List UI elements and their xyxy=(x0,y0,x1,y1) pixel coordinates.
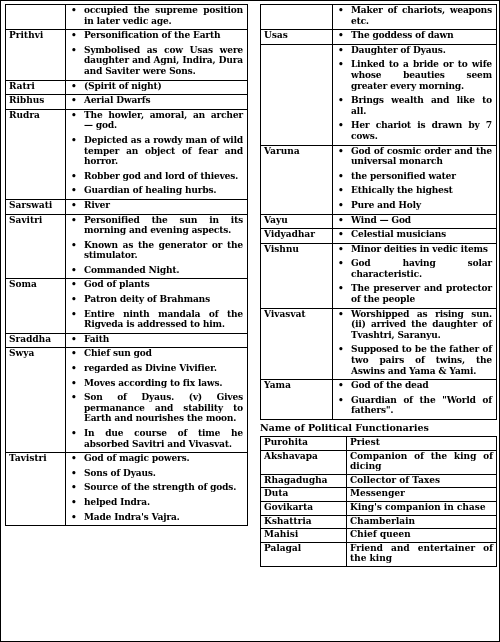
list-item-text: Known as the generator or the stimulator. xyxy=(84,240,243,262)
bullet-icon: • xyxy=(338,345,344,356)
deity-name: Prithvi xyxy=(6,30,66,80)
list-item xyxy=(333,186,492,197)
description-list xyxy=(66,31,243,77)
list-item-text: Daughter of Dyaus. xyxy=(351,45,446,56)
list-item xyxy=(66,46,243,78)
deity-name: Sarswati xyxy=(6,199,66,214)
bullet-icon: • xyxy=(71,334,77,345)
bullet-icon: • xyxy=(338,230,344,241)
table-row xyxy=(261,5,497,30)
list-item-text: Robber god and lord of thieves. xyxy=(84,171,239,182)
bullet-icon: • xyxy=(338,259,344,270)
deity-description xyxy=(66,453,248,526)
bullet-icon: • xyxy=(338,31,344,42)
list-item xyxy=(66,498,243,509)
deity-description xyxy=(66,109,248,199)
bullet-icon: • xyxy=(338,284,344,295)
table-row xyxy=(6,80,248,95)
bullet-icon: • xyxy=(71,364,77,375)
description-list xyxy=(66,96,243,107)
deity-name: Yama xyxy=(261,380,333,420)
bullet-icon: • xyxy=(338,6,344,16)
bullet-icon: • xyxy=(338,121,344,132)
functionary-role: Companion of the king of dicing xyxy=(347,450,497,474)
deity-description xyxy=(333,44,497,145)
list-item xyxy=(66,96,243,107)
deity-name xyxy=(6,5,66,30)
list-item-text: Aerial Dwarfs xyxy=(84,96,151,107)
description-list xyxy=(66,6,243,27)
table-row xyxy=(6,5,248,30)
bullet-icon: • xyxy=(338,215,344,226)
list-item xyxy=(333,31,492,42)
bullet-icon: • xyxy=(71,200,77,211)
description-list xyxy=(333,381,492,417)
description-list xyxy=(66,201,243,212)
list-item-text: Guardian of the "World of fathers". xyxy=(351,395,492,417)
deity-description xyxy=(333,380,497,420)
functionary-title: Duta xyxy=(261,488,347,502)
list-item xyxy=(66,379,243,390)
list-item xyxy=(333,201,492,212)
functionary-role: Friend and entertainer of the king xyxy=(347,542,497,566)
deity-name: Soma xyxy=(6,279,66,333)
table-row xyxy=(6,95,248,110)
bullet-icon: • xyxy=(71,110,77,121)
list-item-text: Faith xyxy=(84,334,110,345)
list-item xyxy=(66,310,243,331)
bullet-icon: • xyxy=(71,96,77,107)
list-item xyxy=(66,454,243,465)
bullet-icon: • xyxy=(71,45,77,56)
list-item xyxy=(333,259,492,280)
list-item xyxy=(66,136,243,168)
list-item xyxy=(66,241,243,262)
list-item xyxy=(66,335,243,346)
deity-name: Ribhus xyxy=(6,95,66,110)
list-item-text: God of plants xyxy=(84,280,150,291)
list-item-text: Supposed to be the father of two pairs of twins, the Aswins and Yama & Yami. xyxy=(351,345,492,377)
bullet-icon: • xyxy=(338,186,344,197)
deity-description xyxy=(333,308,497,380)
functionary-title: Purohita xyxy=(261,437,347,451)
bullet-icon: • xyxy=(338,60,344,71)
list-item-text: Commanded Night. xyxy=(84,265,180,276)
table-row xyxy=(6,279,248,333)
functionaries-title: Name of Political Functionaries xyxy=(260,423,429,434)
bullet-icon: • xyxy=(71,215,77,226)
bullet-icon: • xyxy=(71,6,77,16)
table-row xyxy=(261,542,497,566)
bullet-icon: • xyxy=(71,265,77,276)
table-row xyxy=(6,109,248,199)
functionary-role: Chamberlain xyxy=(347,515,497,529)
list-item xyxy=(66,280,243,291)
list-item-text: Patron deity of Brahmans xyxy=(84,295,210,306)
bullet-icon: • xyxy=(338,171,344,182)
list-item-text: Made Indra's Vajra. xyxy=(84,512,180,523)
deity-description xyxy=(333,30,497,45)
list-item-text: The goddess of dawn xyxy=(351,31,454,42)
table-row xyxy=(6,333,248,348)
table-row xyxy=(261,529,497,543)
list-item xyxy=(66,429,243,450)
deity-description xyxy=(66,333,248,348)
functionary-role: Chief queen xyxy=(347,529,497,543)
description-list xyxy=(333,230,492,241)
list-item-text: Personified the sun in its morning and evening aspects. xyxy=(84,215,243,237)
list-item-text: The preserver and protector of the people xyxy=(351,284,492,306)
bullet-icon: • xyxy=(338,96,344,107)
description-list xyxy=(66,216,243,277)
list-item xyxy=(333,345,492,377)
table-row xyxy=(261,501,497,515)
list-item xyxy=(333,46,492,57)
list-item-text: Entire ninth mandala of the Rigveda is addressed to him. xyxy=(84,309,243,331)
list-item-text: God having solar characteristic. xyxy=(351,259,492,280)
deity-description xyxy=(333,214,497,229)
functionary-role: Priest xyxy=(347,437,497,451)
right-column xyxy=(260,4,497,567)
list-item xyxy=(333,172,492,183)
list-item-text: God of the dead xyxy=(351,381,429,392)
deity-name xyxy=(261,44,333,145)
deity-name: Vayu xyxy=(261,214,333,229)
description-list xyxy=(66,111,243,197)
deity-description xyxy=(66,214,248,279)
deity-name: Ratri xyxy=(6,80,66,95)
deity-description xyxy=(333,5,497,30)
table-row xyxy=(261,488,497,502)
description-list xyxy=(66,454,243,523)
list-item xyxy=(66,31,243,42)
deity-name: Varuna xyxy=(261,145,333,214)
functionary-role: King's companion in chase xyxy=(347,501,497,515)
list-item xyxy=(333,310,492,342)
bullet-icon: • xyxy=(71,81,77,92)
list-item xyxy=(66,186,243,197)
list-item-text: Son of Dyaus. (v) Gives permanance and stability to Earth and nourishes the moon. xyxy=(84,393,243,425)
list-item xyxy=(66,295,243,306)
description-list xyxy=(66,82,243,93)
list-item xyxy=(333,121,492,142)
table-row xyxy=(261,308,497,380)
deity-name xyxy=(261,5,333,30)
bullet-icon: • xyxy=(71,429,77,439)
bullet-icon: • xyxy=(338,309,344,320)
deity-description xyxy=(66,199,248,214)
list-item-text: Personification of the Earth xyxy=(84,31,221,42)
table-row xyxy=(261,243,497,308)
deity-name: Savitri xyxy=(6,214,66,279)
list-item xyxy=(333,230,492,241)
functionary-title: Kshattria xyxy=(261,515,347,529)
description-list xyxy=(66,335,243,346)
list-item xyxy=(66,483,243,494)
bullet-icon: • xyxy=(338,200,344,211)
list-item-text: In due course of time he absorbed Savitri and Vivasvat. xyxy=(84,429,243,450)
list-item-text: Maker of chariots, weapons etc. xyxy=(351,6,492,27)
deity-description xyxy=(66,348,248,453)
deity-name: Vidyadhar xyxy=(261,229,333,244)
bullet-icon: • xyxy=(71,454,77,465)
bullet-icon: • xyxy=(338,244,344,255)
table-row xyxy=(6,348,248,453)
list-item-text: occupied the supreme position in later vedic age. xyxy=(84,6,243,27)
deity-name: Vivasvat xyxy=(261,308,333,380)
list-item-text: the personified water xyxy=(351,171,456,182)
table-row xyxy=(261,380,497,420)
list-item-text: God of magic powers. xyxy=(84,454,190,465)
list-item xyxy=(66,111,243,132)
list-item-text: Pure and Holy xyxy=(351,200,421,211)
table-row xyxy=(261,44,497,145)
list-item xyxy=(66,469,243,480)
description-list xyxy=(333,310,492,378)
list-item-text: Linked to a bride or to wife whose beauties seem greater every morning. xyxy=(351,60,492,92)
list-item-text: The howler, amoral, an archer — god. xyxy=(84,110,243,132)
list-item xyxy=(66,349,243,360)
deity-name: Rudra xyxy=(6,109,66,199)
bullet-icon: • xyxy=(71,512,77,523)
list-item-text: River xyxy=(84,200,110,211)
list-item-text: Minor deities in vedic items xyxy=(351,244,488,255)
deity-description xyxy=(66,80,248,95)
bullet-icon: • xyxy=(71,497,77,508)
bullet-icon: • xyxy=(338,146,344,157)
bullet-icon: • xyxy=(338,45,344,56)
description-list xyxy=(66,349,243,450)
list-item xyxy=(66,393,243,425)
bullet-icon: • xyxy=(71,135,77,146)
table-row xyxy=(261,229,497,244)
list-item xyxy=(333,245,492,256)
description-list xyxy=(333,245,492,306)
deity-description xyxy=(333,229,497,244)
bullet-icon: • xyxy=(71,280,77,291)
list-item-text: God of cosmic order and the universal monarch xyxy=(351,146,492,168)
list-item-text: Celestial musicians xyxy=(351,230,447,241)
list-item xyxy=(333,396,492,417)
list-item xyxy=(333,216,492,227)
table-row xyxy=(6,30,248,80)
bullet-icon: • xyxy=(71,468,77,479)
description-list xyxy=(333,46,492,143)
bullet-icon: • xyxy=(71,393,77,404)
functionaries-table xyxy=(260,436,497,567)
list-item-text: Sons of Dyaus. xyxy=(84,468,156,479)
deity-description xyxy=(333,243,497,308)
table-row xyxy=(6,453,248,526)
table-row xyxy=(261,214,497,229)
table-row xyxy=(6,214,248,279)
list-item-text: Moves according to fix laws. xyxy=(84,378,223,389)
table-row xyxy=(261,30,497,45)
list-item xyxy=(66,172,243,183)
functionary-title: Akshavapa xyxy=(261,450,347,474)
bullet-icon: • xyxy=(71,295,77,306)
list-item-text: helped Indra. xyxy=(84,497,150,508)
functionary-role: Collector of Taxes xyxy=(347,474,497,488)
table-row xyxy=(261,437,497,451)
deity-name: Usas xyxy=(261,30,333,45)
description-list xyxy=(333,216,492,227)
deity-description xyxy=(66,95,248,110)
table-row xyxy=(261,450,497,474)
bullet-icon: • xyxy=(71,309,77,320)
list-item xyxy=(333,96,492,117)
list-item xyxy=(333,381,492,392)
bullet-icon: • xyxy=(71,31,77,42)
list-item-text: Her chariot is drawn by 7 cows. xyxy=(351,121,492,142)
list-item-text: Wind — God xyxy=(351,215,411,226)
list-item xyxy=(66,82,243,93)
functionary-title: Rhagadugha xyxy=(261,474,347,488)
left-deities-table xyxy=(5,4,248,526)
list-item xyxy=(333,284,492,305)
table-row xyxy=(261,515,497,529)
list-item xyxy=(333,60,492,92)
bullet-icon: • xyxy=(71,378,77,389)
bullet-icon: • xyxy=(71,240,77,251)
list-item-text: Worshipped as rising sun. (ii) arrived the daughter of Tvashtri, Saranyu. xyxy=(351,309,492,341)
deity-name: Vishnu xyxy=(261,243,333,308)
list-item-text: Symbolised as cow Usas were daughter and Agni, Indira, Dura and Saviter were Sons. xyxy=(84,45,243,77)
list-item xyxy=(66,201,243,212)
deity-description xyxy=(333,145,497,214)
deity-name: Swya xyxy=(6,348,66,453)
description-list xyxy=(333,31,492,42)
table-row xyxy=(261,474,497,488)
bullet-icon: • xyxy=(71,186,77,197)
list-item xyxy=(66,513,243,524)
list-item xyxy=(66,6,243,27)
list-item xyxy=(66,216,243,237)
deity-name: Tavistri xyxy=(6,453,66,526)
functionary-role: Messenger xyxy=(347,488,497,502)
list-item-text: Source of the strength of gods. xyxy=(84,483,237,494)
list-item-text: Chief sun god xyxy=(84,349,152,360)
deity-description xyxy=(66,279,248,333)
list-item xyxy=(66,364,243,375)
right-deities-table xyxy=(260,4,497,420)
list-item xyxy=(333,6,492,27)
bullet-icon: • xyxy=(338,381,344,392)
list-item xyxy=(333,147,492,168)
functionary-title: Palagal xyxy=(261,542,347,566)
list-item xyxy=(66,266,243,277)
bullet-icon: • xyxy=(338,395,344,406)
list-item-text: Depicted as a rowdy man of wild temper an object of fear and horror. xyxy=(84,135,243,168)
deity-description xyxy=(66,5,248,30)
bullet-icon: • xyxy=(71,349,77,360)
deity-description xyxy=(66,30,248,80)
deity-name: Sraddha xyxy=(6,333,66,348)
list-item-text: Ethically the highest xyxy=(351,186,453,197)
list-item-text: Brings wealth and like to all. xyxy=(351,96,492,117)
left-column xyxy=(5,4,248,526)
table-row xyxy=(6,199,248,214)
description-list xyxy=(333,147,492,212)
bullet-icon: • xyxy=(71,483,77,494)
functionary-title: Mahisi xyxy=(261,529,347,543)
bullet-icon: • xyxy=(71,171,77,182)
list-item-text: Guardian of healing hurbs. xyxy=(84,186,217,197)
description-list xyxy=(333,6,492,27)
table-row xyxy=(261,145,497,214)
list-item-text: (Spirit of night) xyxy=(84,81,162,92)
description-list xyxy=(66,280,243,330)
functionary-title: Govikarta xyxy=(261,501,347,515)
list-item-text: regarded as Divine Vivifier. xyxy=(84,364,217,375)
